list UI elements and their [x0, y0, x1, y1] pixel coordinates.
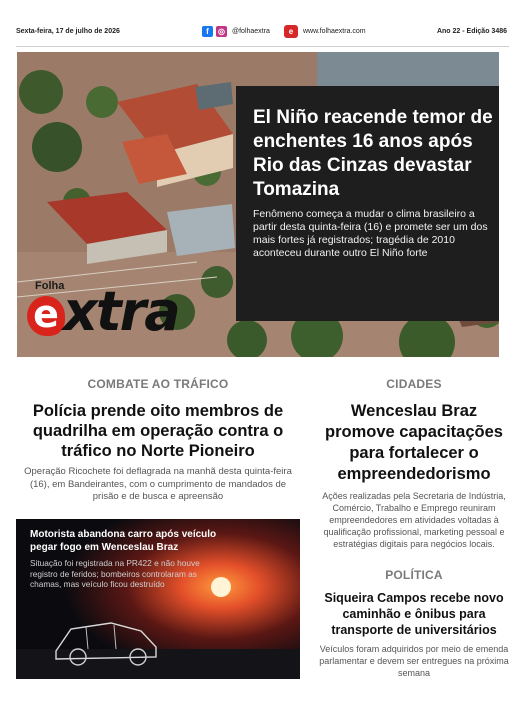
section-kicker-cidades: CIDADES [386, 377, 442, 391]
photo-story-deck: Situação foi registrada na PR422 e não houve registro de feridos; bombeiros controlaram as chamas, mas veículo ficou destruído [30, 558, 200, 589]
website-icon: e [284, 25, 298, 38]
hero-text-panel [236, 86, 499, 321]
deck-wenceslau: Ações realizadas pela Secretaria de Indústria, Comércio, Trabalho e Emprego reuniram empreendedores em atividades voltadas à qualificação profissional, marketing pessoal e estratégias digitais para negócios locais. [322, 491, 506, 549]
section-kicker-politica: POLÍTICA [385, 568, 443, 582]
edition-info: Ano 22 - Edição 3486 [436, 28, 507, 35]
issue-date: Sexta-feira, 17 de julho de 2026 [16, 28, 120, 35]
photo-story-headline[interactable]: Motorista abandona carro após veículo pegar fogo em Wenceslau Braz [30, 529, 217, 553]
headline-wenceslau[interactable]: Wenceslau Braz promove capacitações para fortalecer o empreendedorismo [325, 402, 503, 483]
logo-folha: Folha [35, 280, 65, 292]
hero-story[interactable] [17, 52, 499, 357]
headline-siqueira[interactable]: Siqueira Campos recebe novo caminhão e ônibus para transporte de universitários [324, 591, 504, 637]
social-handle[interactable]: @folhaextra [232, 28, 270, 35]
deck-policia: Operação Ricochete foi deflagrada na manhã desta quinta-feira (16), em Bandeirantes, com o cumprimento de mandados de prisão e de busca e apreensão [24, 466, 292, 502]
deck-siqueira: Veículos foram adquiridos por meio de emenda parlamentar e devem ser entregues na próxima semana [319, 644, 509, 678]
photo-story-fire[interactable] [16, 519, 300, 679]
facebook-icon[interactable]: f [202, 26, 213, 37]
headline-policia[interactable]: Polícia prende oito membros de quadrilha em operação contra o tráfico no Norte Pioneiro [32, 402, 284, 460]
hero-headline[interactable]: El Niño reacende temor de enchentes 16 anos após Rio das Cinzas devastar Tomazina [253, 107, 493, 200]
folha-extra-logo [27, 278, 227, 344]
header-divider [16, 46, 509, 47]
social-links [202, 26, 270, 37]
website-link[interactable] [284, 25, 366, 38]
instagram-icon[interactable]: ◎ [216, 26, 227, 37]
section-kicker-trafico: COMBATE AO TRÁFICO [87, 377, 229, 391]
logo-xtra: xtra [63, 280, 179, 343]
logo-e-letter: e [33, 292, 59, 336]
masthead-strip [16, 24, 509, 46]
hero-deck: Fenômeno começa a mudar o clima brasileiro a partir desta quinta-feira (16) e promete ser um dos mais fortes já registrados; tragédia de 2010 aconteceu durante outro El Niño forte [253, 208, 488, 259]
website-url: www.folhaextra.com [303, 28, 366, 35]
